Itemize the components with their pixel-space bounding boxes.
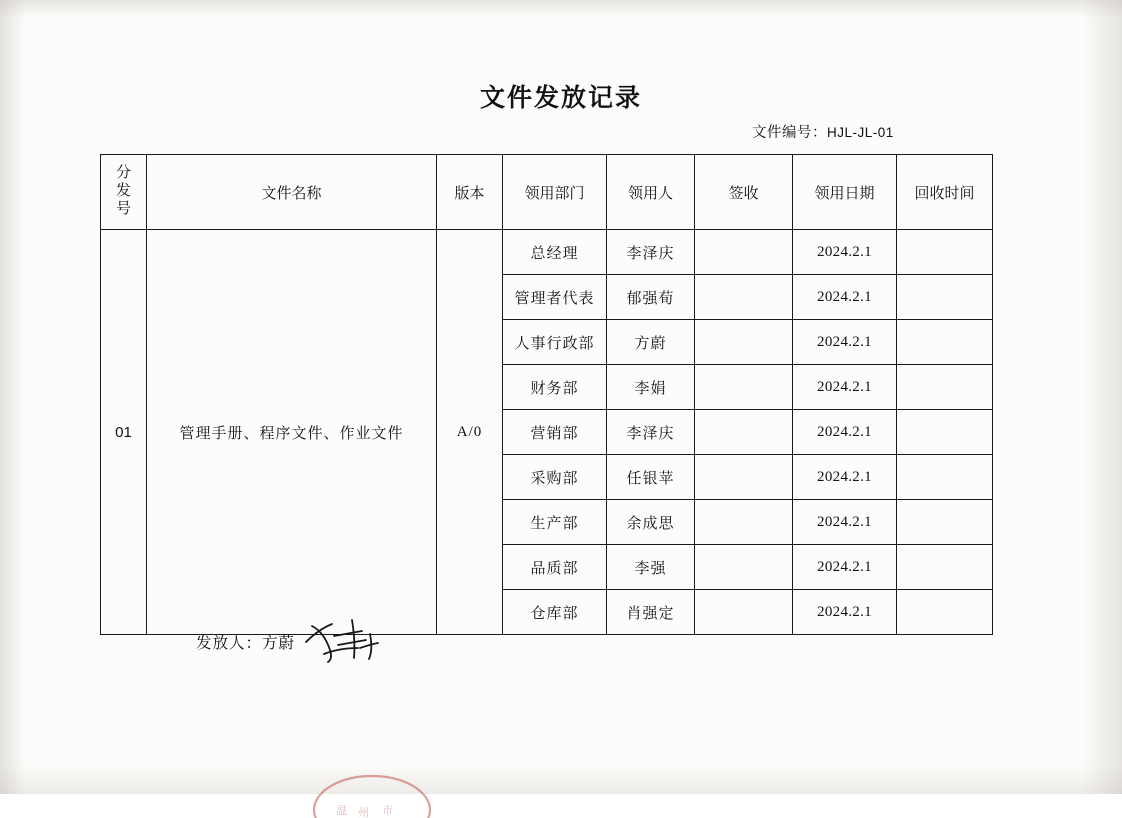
svg-text:州: 州 [358, 806, 369, 818]
header-line-3: 号 [115, 200, 131, 217]
cell-distribution-no: 01 [101, 230, 147, 635]
page-title: 文件发放记录 [479, 85, 642, 112]
cell-recall-time [897, 590, 993, 635]
column-header-recipient: 领用人 [607, 155, 695, 230]
cell-recipient: 李泽庆 [607, 230, 695, 275]
table-header-row [101, 155, 993, 230]
cell-version: A/0 [437, 230, 503, 635]
cell-recall-time [897, 230, 993, 275]
cell-issue-date: 2024.2.1 [793, 275, 897, 320]
cell-issue-date: 2024.2.1 [793, 410, 897, 455]
cell-recipient: 方蔚 [607, 320, 695, 365]
column-header-issue-date: 领用日期 [793, 155, 897, 230]
column-header-recall-time: 回收时间 [897, 155, 993, 230]
cell-signature [695, 230, 793, 275]
red-company-stamp [306, 758, 438, 818]
cell-recipient: 李泽庆 [607, 410, 695, 455]
svg-text:市: 市 [382, 804, 393, 817]
cell-recall-time [897, 545, 993, 590]
cell-department: 仓库部 [503, 590, 607, 635]
cell-recipient: 余成思 [607, 500, 695, 545]
cell-signature [695, 545, 793, 590]
cell-recipient: 郁强荀 [607, 275, 695, 320]
table-header [101, 155, 993, 230]
cell-recall-time [897, 410, 993, 455]
scan-edge-shadow-right [1082, 0, 1122, 794]
scan-edge-shadow-top [0, 0, 1122, 18]
cell-recipient: 李强 [607, 545, 695, 590]
column-header-department: 领用部门 [503, 155, 607, 230]
cell-signature [695, 320, 793, 365]
cell-department: 管理者代表 [503, 275, 607, 320]
scan-edge-shadow-left [0, 0, 26, 794]
distribution-record-table [100, 154, 993, 635]
header-line-2: 发 [115, 183, 131, 200]
column-header-version: 版本 [437, 155, 503, 230]
document-code-label: 文件编号： [752, 125, 827, 141]
cell-recipient: 肖强定 [607, 590, 695, 635]
cell-department: 人事行政部 [503, 320, 607, 365]
document-code [752, 121, 894, 142]
cell-issue-date: 2024.2.1 [793, 455, 897, 500]
cell-department: 总经理 [503, 230, 607, 275]
cell-issue-date: 2024.2.1 [793, 230, 897, 275]
cell-department: 营销部 [503, 410, 607, 455]
cell-recall-time [897, 320, 993, 365]
cell-recipient: 任银苹 [607, 455, 695, 500]
column-header-distribution-no [101, 155, 147, 230]
cell-recall-time [897, 455, 993, 500]
cell-recall-time [897, 500, 993, 545]
cell-signature [695, 500, 793, 545]
cell-department: 生产部 [503, 500, 607, 545]
svg-text:温: 温 [336, 804, 347, 817]
document-code-value: HJL-JL-01 [827, 125, 894, 140]
cell-department: 财务部 [503, 365, 607, 410]
issuer-label: 发放人：方蔚 [196, 635, 296, 652]
table-row [101, 230, 993, 275]
cell-issue-date: 2024.2.1 [793, 500, 897, 545]
cell-department: 品质部 [503, 545, 607, 590]
cell-recipient: 李娟 [607, 365, 695, 410]
scan-edge-shadow-bottom [0, 764, 1122, 794]
cell-issue-date: 2024.2.1 [793, 365, 897, 410]
cell-department: 采购部 [503, 455, 607, 500]
column-header-signature: 签收 [695, 155, 793, 230]
cell-file-name: 管理手册、程序文件、作业文件 [147, 230, 437, 635]
cell-issue-date: 2024.2.1 [793, 545, 897, 590]
cell-signature [695, 410, 793, 455]
cell-issue-date: 2024.2.1 [793, 590, 897, 635]
column-header-file-name: 文件名称 [147, 155, 437, 230]
table-body [101, 230, 993, 635]
cell-issue-date: 2024.2.1 [793, 320, 897, 365]
cell-signature [695, 590, 793, 635]
cell-recall-time [897, 365, 993, 410]
cell-signature [695, 455, 793, 500]
header-line-1: 分 [115, 165, 131, 182]
cell-recall-time [897, 275, 993, 320]
cell-signature [695, 365, 793, 410]
cell-signature [695, 275, 793, 320]
